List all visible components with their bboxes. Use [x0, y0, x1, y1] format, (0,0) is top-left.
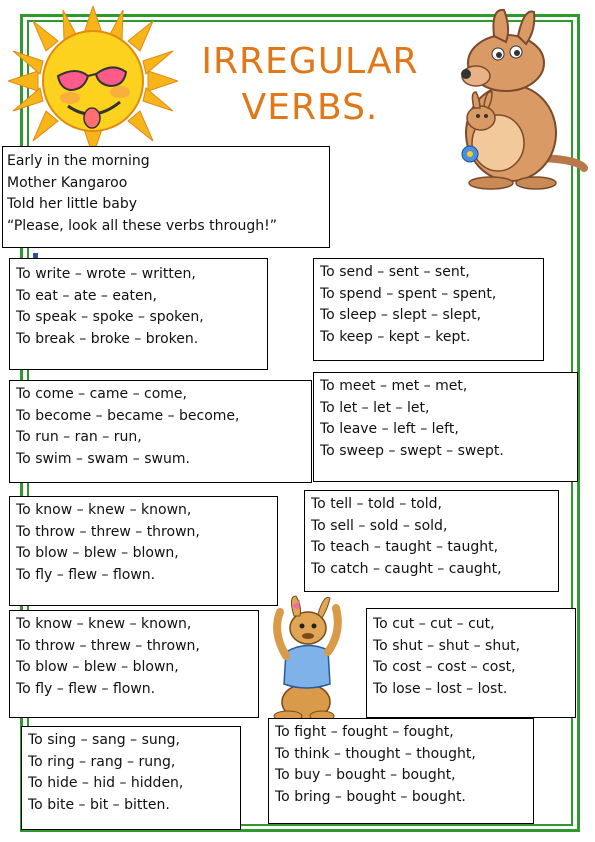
verb-line: To sell – sold – sold, [311, 517, 448, 534]
verb-line: To swim – swam – swum. [16, 450, 190, 467]
verb-box [366, 608, 576, 718]
verb-box [9, 496, 278, 606]
verb-line: To shut – shut – shut, [373, 637, 521, 654]
verb-box [304, 490, 559, 592]
roo-cartoon-icon [266, 592, 352, 722]
verb-box [21, 726, 241, 830]
poem-line: Mother Kangaroo [7, 174, 128, 191]
verb-line: To throw – threw – thrown, [16, 637, 200, 654]
verb-line: To spend – spent – spent, [320, 285, 497, 302]
verb-line: To run – ran – run, [16, 429, 142, 446]
verb-line: To tell – told – told, [311, 496, 442, 512]
verb-line: To sweep – swept – swept. [320, 442, 504, 459]
verb-line: To blow – blew – blown, [16, 659, 179, 676]
verb-line: To hide – hid – hidden, [28, 775, 184, 792]
verb-line: To keep – kept – kept. [320, 328, 471, 345]
verb-line: To leave – left – left, [320, 421, 459, 438]
verb-line: To blow – blew – blown, [16, 545, 179, 562]
sun-icon [8, 6, 178, 156]
verb-line: To sing – sang – sung, [28, 732, 180, 748]
poem-line: Told her little baby [7, 196, 138, 212]
verb-line: To let – let – let, [320, 399, 430, 416]
verb-line: To break – broke – broken. [16, 330, 199, 347]
verb-box [9, 380, 312, 483]
verb-line: To cost – cost – cost, [373, 659, 516, 676]
poem-line: Early in the morning [7, 153, 150, 169]
verb-box [313, 258, 544, 361]
verb-line: To speak – spoke – spoken, [16, 309, 204, 326]
verb-line: To write – wrote – written, [16, 266, 196, 282]
verb-line: To know – knew – known, [16, 502, 192, 518]
verb-line: To send – sent – sent, [320, 264, 470, 280]
verb-line: To buy – bought – bought, [275, 767, 456, 784]
verb-line: To cut – cut – cut, [373, 616, 495, 632]
verb-box [268, 718, 534, 824]
verb-line: To know – knew – known, [16, 616, 192, 632]
kangaroo-mother-baby-icon [436, 8, 588, 190]
verb-line: To sleep – slept – slept, [320, 307, 482, 324]
verb-line: To become – became – become, [16, 407, 240, 424]
title-line-2: VERBS. [241, 87, 379, 128]
verb-line: To lose – lost – lost. [373, 680, 508, 697]
verb-line: To throw – threw – thrown, [16, 523, 200, 540]
verb-line: To think – thought – thought, [275, 745, 476, 762]
poem-line: “Please, look all these verbs through!” [7, 217, 278, 234]
poem-box [2, 146, 330, 248]
verb-box [313, 372, 578, 482]
verb-box [9, 258, 268, 370]
verb-line: To bite – bit – bitten. [28, 796, 170, 813]
verb-line: To meet – met – met, [320, 378, 468, 394]
title-line-1: IRREGULAR [201, 41, 419, 82]
verb-line: To catch – caught – caught, [311, 560, 502, 577]
verb-line: To eat – ate – eaten, [16, 287, 157, 304]
verb-line: To fight – fought – fought, [275, 724, 454, 740]
verb-line: To come – came – come, [16, 386, 187, 402]
verb-box [9, 610, 259, 718]
verb-line: To bring – bought – bought. [275, 788, 466, 805]
verb-line: To teach – taught – taught, [311, 539, 499, 556]
verb-line: To fly – flew – flown. [16, 566, 156, 583]
verb-line: To fly – flew – flown. [16, 680, 156, 697]
verb-line: To ring – rang – rung, [28, 753, 176, 770]
